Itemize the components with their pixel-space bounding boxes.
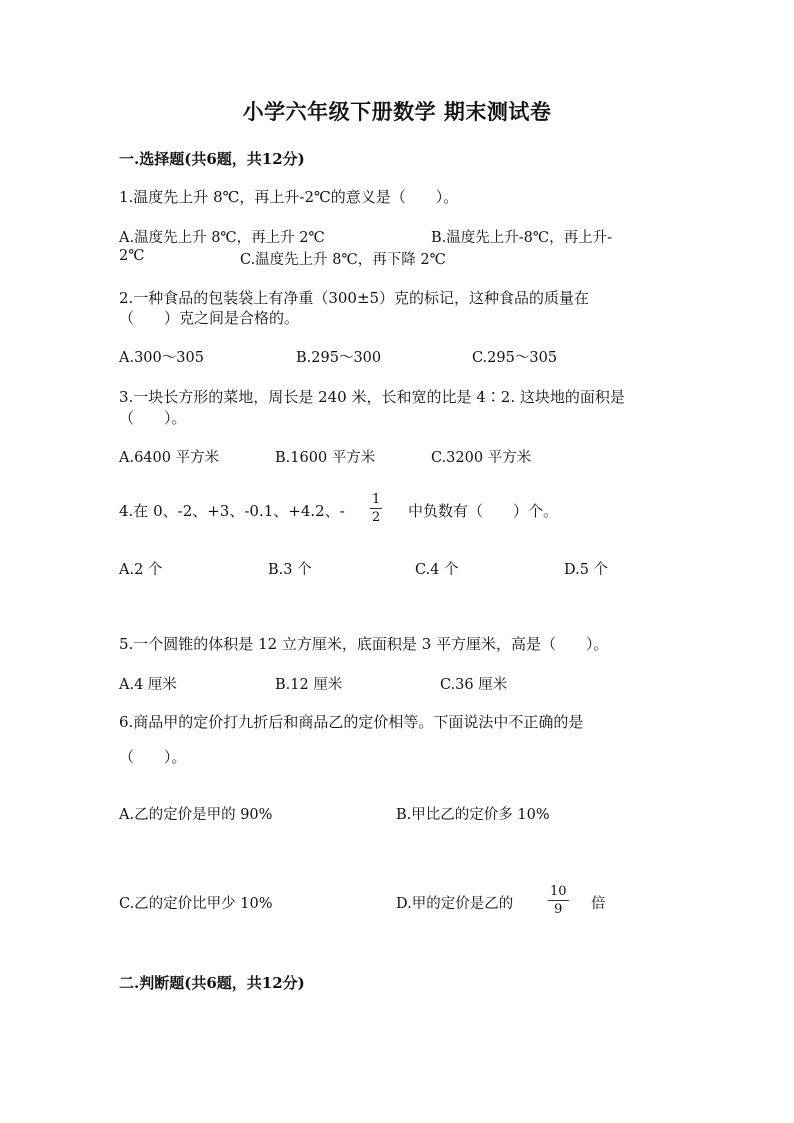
question-2-option-c: C.295～305 [472, 350, 558, 366]
question-1-option-a: A.温度先上升 8℃，再上升 2℃ [119, 230, 325, 246]
question-1-option-b-continued: 2℃ [119, 248, 145, 264]
question-6-stem-line1: 6.商品甲的定价打九折后和商品乙的定价相等。下面说法中不正确的是 [119, 713, 584, 731]
question-4-option-a: A.2 个 [119, 562, 163, 578]
question-3-stem-line2: （ ）。 [119, 409, 187, 427]
question-1-stem: 1.温度先上升 8℃，再上升-2℃的意义是（ ）。 [119, 188, 459, 206]
fraction-denominator: 9 [554, 902, 563, 917]
question-5-option-c: C.36 厘米 [440, 677, 508, 693]
question-5-option-b: B.12 厘米 [275, 677, 343, 693]
question-6-option-a: A.乙的定价是甲的 90% [119, 807, 273, 823]
question-1-option-b: B.温度先上升-8℃，再上升- [431, 230, 613, 246]
question-4-option-b: B.3 个 [268, 562, 312, 578]
question-3-option-a: A.6400 平方米 [119, 450, 220, 466]
question-2-option-a: A.300～305 [119, 350, 204, 366]
question-4-stem-post: 中负数有（ ）个。 [408, 502, 559, 520]
question-3-stem-line1: 3.一块长方形的菜地，周长是 240 米，长和宽的比是 4∶2. 这块地的面积是 [119, 388, 625, 406]
section-heading-choice: 一.选择题(共6题，共12分) [119, 150, 305, 168]
question-2-stem-line1: 2.一种食品的包装袋上有净重（300±5）克的标记，这种食品的质量在 [119, 289, 590, 307]
question-6-stem-line2: （ ）。 [119, 748, 187, 766]
question-6-option-c: C.乙的定价比甲少 10% [119, 896, 273, 912]
question-4-fraction [370, 492, 382, 525]
question-4-option-c: C.4 个 [415, 562, 459, 578]
fraction-denominator: 2 [372, 510, 381, 525]
question-3-option-b: B.1600 平方米 [275, 450, 376, 466]
page-title: 小学六年级下册数学 期末测试卷 [242, 99, 552, 124]
question-3-option-c: C.3200 平方米 [431, 450, 532, 466]
fraction-numerator: 1 [372, 492, 381, 507]
question-5-option-a: A.4 厘米 [119, 677, 177, 693]
section-heading-judgement: 二.判断题(共6题，共12分) [119, 974, 305, 992]
question-4-option-d: D.5 个 [564, 562, 609, 578]
fraction-numerator: 10 [550, 884, 567, 899]
question-5-stem: 5.一个圆锥的体积是 12 立方厘米，底面积是 3 平方厘米，高是（ ）。 [119, 635, 609, 653]
question-4-stem-pre: 4.在 0、-2、+3、-0.1、+4.2、- [119, 502, 345, 520]
question-2-option-b: B.295～300 [296, 350, 382, 366]
question-1-option-c: C.温度先上升 8℃，再下降 2℃ [240, 252, 446, 268]
question-6-option-d: D.甲的定价是乙的 [396, 896, 514, 912]
fraction-bar [548, 900, 569, 901]
question-6-option-d-suffix: 倍 [591, 896, 606, 912]
question-6-option-b: B.甲比乙的定价多 10% [396, 807, 550, 823]
question-2-stem-line2: （ ）克之间是合格的。 [119, 309, 300, 327]
fraction-bar [370, 508, 382, 509]
question-6-fraction [548, 884, 569, 917]
